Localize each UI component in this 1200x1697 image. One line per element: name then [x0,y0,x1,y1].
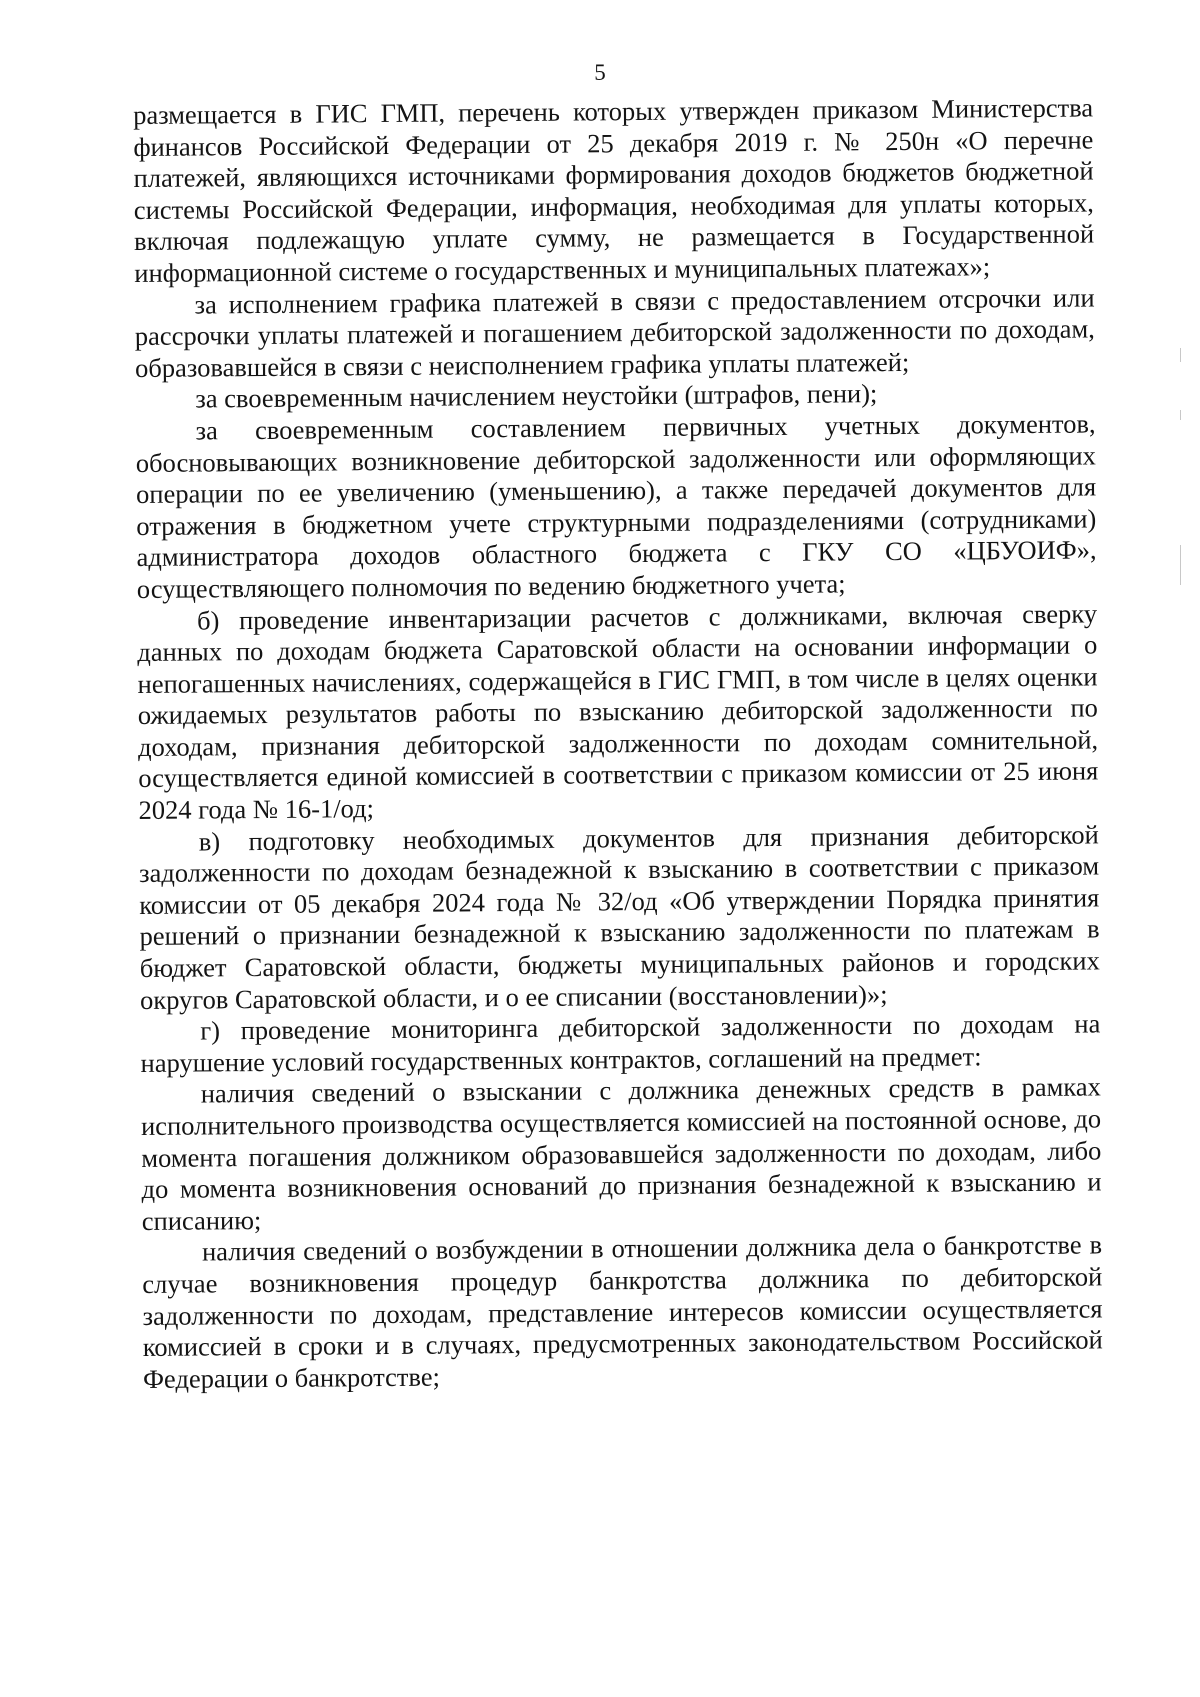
scan-artifact-mark [1180,545,1181,585]
paragraph-item-b-inventory: б) проведение инвентаризации расчетов с должниками, включая сверку данных по доходам бюджета Саратовской области на основании информации о непогашенных начислениях, содержащейся в ГИС ГМП, в том числе в целях оценки ожидаемых результатов работы по взысканию дебиторской задолженности по доходам, признания дебиторской задолженности по доходам сомнительной, осуществляется единой комиссией в соответствии с приказом комиссии от 25 июня 2024 года № 16-1/од; [137,597,1099,826]
scan-artifact-mark [1180,348,1181,362]
paragraph-primary-documents-control: за своевременным составлением первичных учетных документов, обосновывающих возникновение дебиторской задолженности или оформляющих операции по ее увеличению (уменьшению), а также передачей документов для отражения в бюджетном учете структурными подразделениями (сотрудниками) администратора доходов областного бюджета с ГКУ СО «ЦБУОИФ», осуществляющего полномочия по ведению бюджетного учета; [135,408,1097,604]
paragraph-enforcement-info: наличия сведений о взыскании с должника денежных средств в рамках исполнительного производства осуществляется комиссией на постоянной основе, до момента погашения должником образовавшейся задолженности по доходам, либо до момента возникновения оснований до признания безнадежной к взысканию и списанию; [140,1071,1102,1236]
paragraph-item-v-documents: в) подготовку необходимых документов для признания дебиторской задолженности по доходам безнадежной к взысканию в соответствии с приказом комиссии от 05 декабря 2024 года № 32/од «Об утверждении Порядка принятия решений о признании безнадежной к взысканию задолженности по платежам в бюджет Саратовской области, бюджеты муниципальных районов и городских округов Саратовской области, и о ее списании (восстановлении)»; [138,819,1100,1015]
scan-artifact-mark [1180,410,1181,420]
paragraph-continuation-gis-gmp: размещается в ГИС ГМП, перечень которых утвержден приказом Министерства финансов Российской Федерации от 25 декабря 2019 г. № 250н «О перечне платежей, являющихся источниками формирования доходов бюджетов бюджетной системы Российской Федерации, информация, необходимая для уплаты которых, включая подлежащую уплате сумму, не размещается в Государственной информационной системе о государственных и муниципальных платежах»; [133,92,1095,288]
page-number: 5 [594,60,606,85]
paragraph-penalty-accrual-control: за своевременным начислением неустойки (штрафов, пени); [195,378,878,414]
paragraph-bankruptcy-info: наличия сведений о возбуждении в отношении должника дела о банкротстве в случае возникновения процедур банкротства должника по дебиторской задолженности по доходам, представление интересов комиссии осуществляется комиссией в сроки и в случаях, предусмотренных законодательством Российской Федерации о банкротстве; [142,1229,1103,1394]
paragraph-item-g-monitoring: г) проведение мониторинга дебиторской задолженности по доходам на нарушение условий государственных контрактов, соглашений на предмет: [140,1008,1101,1078]
document-body [133,92,1103,1395]
paragraph-payment-schedule-control: за исполнением графика платежей в связи с предоставлением отсрочки или рассрочки уплаты платежей и погашением дебиторской задолженности по доходам, образовавшейся в связи с неисполнением графика уплаты платежей; [134,282,1095,383]
